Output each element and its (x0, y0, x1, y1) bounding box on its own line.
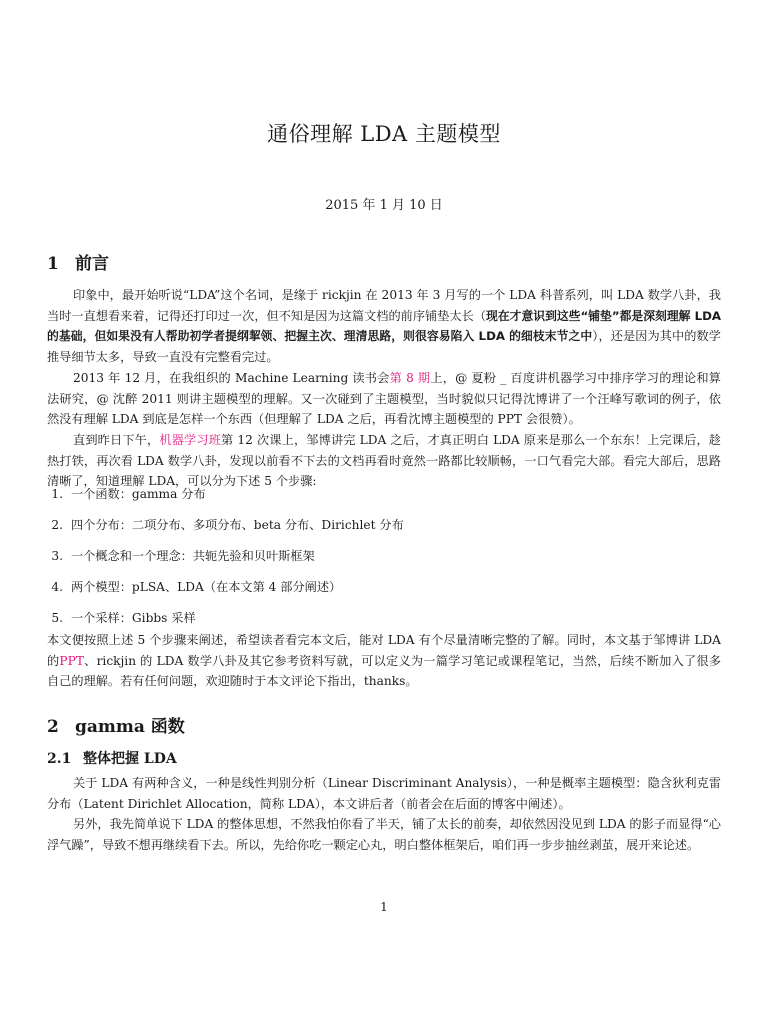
section-number: 1 (47, 254, 59, 274)
paragraph-text: 2013 年 12 月，在我组织的 Machine Learning 读书会 (73, 371, 390, 385)
list-item (47, 577, 727, 608)
steps-list (47, 484, 727, 639)
list-number: 4. (51, 580, 63, 594)
section-number: 2 (47, 717, 59, 737)
paragraph-text: 另外，我先简单说下 LDA 的整体思想，不然我怕你看了半天，铺了太长的前奏，却依然因没见到 LDA 的影子而显得“心浮气躁”，导致不想再继续看下去。所以，先给你吃一颗定心丸，明白整体框架后，咱们再一步步抽丝剥茧，展开来论述。 (47, 817, 721, 852)
section-title: 前言 (75, 254, 109, 274)
paragraph-text: 、rickjin 的 LDA 数学八卦及其它参考资料写就，可以定义为一篇学习笔记或课程笔记，当然，后续不断加入了很多自己的理解。若有任何问题，欢迎随时于本文评论下指出，thanks。 (47, 653, 722, 688)
list-text: 一个概念和一个理念：共轭先验和贝叶斯框架 (71, 549, 315, 563)
document-title: 通俗理解 LDA 主题模型 (267, 122, 501, 146)
subsection-heading-2-1 (47, 748, 177, 768)
paragraph-lda-meaning (47, 773, 721, 814)
paragraph-text: 第 12 次课上，邹博讲完 LDA 之后，才真正明白 LDA 原来是那么一个东东！上完课后，趁热打铁，再次看 LDA 数学八卦，发现以前看不下去的文档再看时竟然一路都比较顺畅，一口气看完大部。看完大部后，思路清晰了，知道理解 LDA，可以分为下述 5 个步骤: (47, 433, 721, 488)
section-heading-2 (47, 712, 185, 737)
paragraph-text: 印象中，最开始听说“LDA”这个名词，是缘于 rickjin 在 2013 年 3 月写的一个 LDA 科普系列，叫 LDA 数学八卦，我当时一直想看来着，记得还打印过一次，但不知是因为这篇文档的前序铺垫太长（ (47, 288, 721, 323)
paragraph-text: ），还是因为其中的数学推导细节太多，导致一直没有完整看完过。 (47, 329, 721, 364)
paragraph-text: 本文便按照上述 5 个步骤来阐述，希望读者看完本文后，能对 LDA 有个尽量清晰完整的了解。同时，本文基于邹博讲 LDA 的 (47, 633, 721, 668)
list-text: 一个函数：gamma 分布 (71, 487, 206, 501)
page-number: 1 (380, 900, 388, 914)
paragraph-summary (47, 630, 721, 692)
subsection-title: 整体把握 LDA (83, 751, 177, 767)
list-item (47, 484, 727, 515)
list-number: 1. (51, 487, 63, 501)
list-number: 2. (51, 518, 63, 532)
paragraph-intro-1 (47, 285, 721, 367)
paragraph-text: 关于 LDA 有两种含义，一种是线性判别分析（Linear Discriminant Analysis），一种是概率主题模型：隐含狄利克雷分布（Latent Dirichlet Allocation，简称 LDA），本文讲后者（前者会在后面的博客中阐述）。 (47, 776, 721, 811)
link-ppt[interactable]: PPT (59, 653, 84, 668)
paragraph-text: 直到昨日下午， (73, 433, 160, 447)
paragraph-intro-2 (47, 368, 721, 430)
paragraph-emphasis: 现在才意识到这些“铺垫”都是深刻理解 LDA 的基础，但如果没有人帮助初学者提纲挈领、把握主次、理清思路，则很容易陷入 LDA 的细枝末节之中 (47, 308, 722, 343)
link-ml-class[interactable]: 机器学习班 (159, 433, 222, 447)
subsection-number: 2.1 (47, 751, 72, 767)
paragraph-intro-3 (47, 430, 721, 492)
link-issue-8[interactable]: 第 8 期 (389, 371, 431, 385)
list-text: 两个模型：pLSA、LDA（在本文第 4 部分阐述） (71, 580, 342, 594)
section-title: gamma 函数 (75, 717, 185, 737)
paragraph-lda-overview (47, 814, 721, 855)
document-date: 2015 年 1 月 10 日 (325, 198, 443, 213)
section-heading-1 (47, 249, 109, 274)
list-text: 一个采样：Gibbs 采样 (71, 611, 196, 625)
list-text: 四个分布：二项分布、多项分布、beta 分布、Dirichlet 分布 (71, 518, 404, 532)
list-number: 3. (51, 549, 63, 563)
list-number: 5. (51, 611, 63, 625)
paragraph-text: 上，@ 夏粉 _ 百度讲机器学习中排序学习的理论和算法研究，@ 沈醉 2011 则讲主题模型的理解。又一次碰到了主题模型，当时貌似只记得沈博讲了一个汪峰写歌词的例子，依然没有理解 LDA 到底是怎样一个东西（但理解了 LDA 之后，再看沈博主题模型的 PPT 会很赞）。 (47, 371, 721, 426)
list-item (47, 515, 727, 546)
list-item (47, 546, 727, 577)
